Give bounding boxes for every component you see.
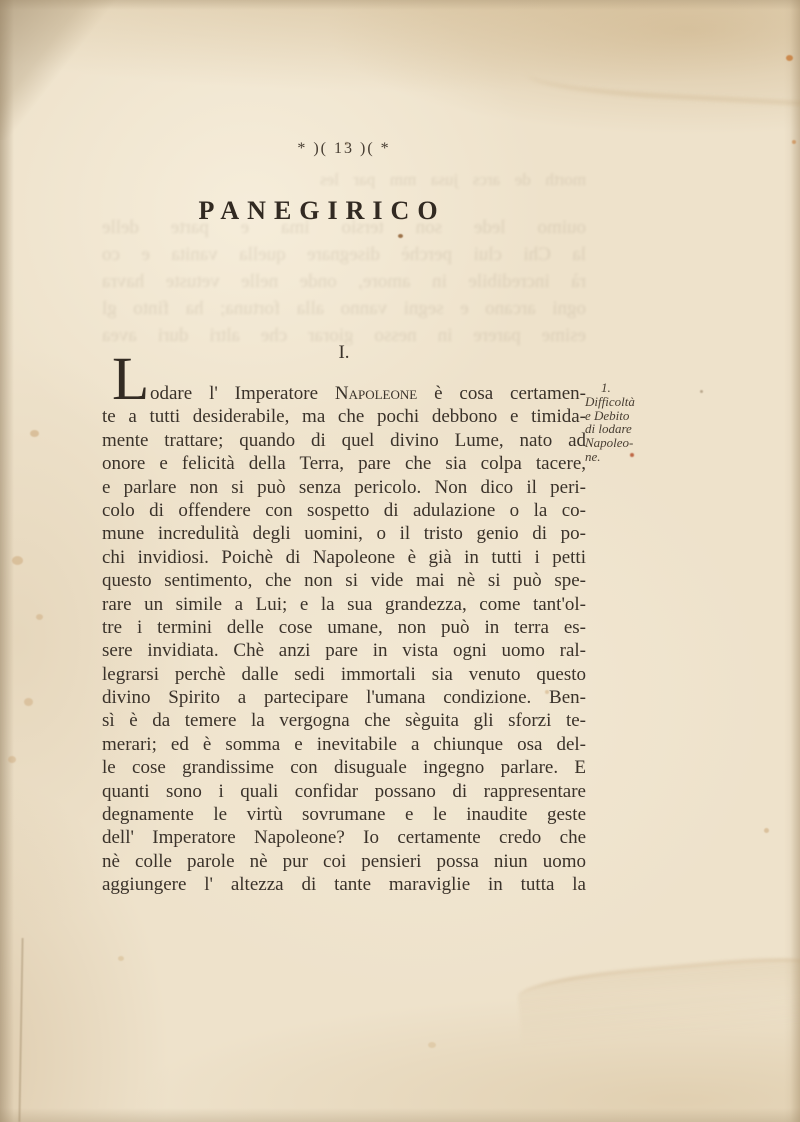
page-crease xyxy=(18,938,23,1122)
foxing-spot xyxy=(786,55,793,61)
margin-note-number: 1. xyxy=(601,380,611,395)
ghost-line: morth de arcs jusa mm par les xyxy=(320,170,586,189)
text-line: degnamente le virtù sovrumane e le inaudite geste xyxy=(102,804,586,826)
foxing-spot xyxy=(30,430,39,437)
foxing-spot xyxy=(764,828,769,833)
foxing-spot xyxy=(428,1042,436,1048)
water-stain-bottom-right xyxy=(516,953,800,1077)
margin-note-line: ne. xyxy=(585,448,601,464)
verso-showthrough xyxy=(320,168,586,192)
line1-pre: odare l' Imperatore xyxy=(150,383,335,404)
page-bottom-edge xyxy=(0,1108,800,1122)
text-line: e parlare non si può senza pericolo. Non dico il peri- xyxy=(102,476,586,498)
text-line: aggiungere l' altezza di tante maraviglie in tutta la xyxy=(102,874,586,896)
napoleone-smallcaps: Napoleone xyxy=(334,383,418,404)
page-number-ornament: * )( 13 )( * xyxy=(297,140,391,157)
page-title: PANEGIRICO xyxy=(198,196,446,225)
text-line: chi invidiosi. Poichè di Napoleone è già in tutti i petti xyxy=(102,546,586,568)
ghost-line: la Chi clui perchè disegnare quella vanita e co xyxy=(102,244,586,265)
page-corner-shadow xyxy=(0,0,170,140)
body-paragraph xyxy=(102,346,587,897)
margin-note xyxy=(585,381,681,464)
text-line: divino Spirito a partecipare l'umana condizione. Ben- xyxy=(102,687,586,709)
foxing-spot xyxy=(24,698,33,706)
page-right-edge xyxy=(784,0,800,1122)
foxing-spot xyxy=(8,756,16,763)
text-line: le cose grandissime con disuguale ingegno parlare. E xyxy=(102,757,586,779)
foxing-spot xyxy=(700,390,703,393)
text-line: te a tutti desiderabile, ma che pochi debbono e timida- xyxy=(102,406,586,428)
paragraph-lines xyxy=(102,405,586,896)
initial-capital: L xyxy=(112,346,150,413)
text-line: colo di offendere con sospetto di adulazione o la co- xyxy=(102,499,586,521)
text-line: rare un simile a Lui; e la sua grandezza, come tant'ol- xyxy=(102,593,586,615)
ghost-line: ogni arcano e segni vanno alla fortuna; ha finto gl xyxy=(102,298,586,319)
text-line: dell' Imperatore Napoleone? Io certamente credo che xyxy=(102,827,586,849)
text-line: onore e felicità della Terra, pare che sia colpa tacere, xyxy=(102,453,586,475)
text-line: sere invidiata. Chè anzi pare in vista ogni uomo ral- xyxy=(102,640,586,662)
section-number: I. xyxy=(338,342,350,363)
ghost-line: esime parere in nesso giorar che altri duri avea xyxy=(102,325,586,346)
margin-note-lines xyxy=(585,395,681,464)
text-line: tre i termini delle cose umane, non può in terra es- xyxy=(102,616,586,638)
text-line: quanti sono i quali confidar possano di rappresentare xyxy=(102,780,586,802)
foxing-spot xyxy=(12,556,23,565)
ghost-line: ouimo lede son tersio ima e parte delle xyxy=(102,217,586,238)
margin-note-line: e Debito xyxy=(585,407,630,423)
text-line: merari; ed è somma e inevitabile a chiunque osa del- xyxy=(102,733,586,755)
ghost-line: rà incredibile in amore, onde nelle vetuste havra xyxy=(102,271,586,292)
text-line: legrarsi perchè dalle sedi immortali sia venuto questo xyxy=(102,663,586,685)
text-line: mente trattare; quando di quel divino Lume, nato ad xyxy=(102,429,586,451)
line1-post: è cosa certamen- xyxy=(417,383,587,404)
foxing-spot xyxy=(118,956,124,961)
foxing-spot xyxy=(792,140,796,144)
text-line: mune incredulità degli uomini, o il tristo genio di po- xyxy=(102,523,586,545)
margin-note-line: Difficoltà xyxy=(585,393,635,409)
foxing-spot xyxy=(36,614,43,620)
text-line xyxy=(102,382,586,405)
water-stain-top-right xyxy=(527,32,800,105)
text-line: nè colle parole nè pur coi pensieri possa niun uomo xyxy=(102,850,586,872)
verso-showthrough xyxy=(102,214,586,349)
text-line: sì è da temere la vergogna che sèguita gli sforzi te- xyxy=(102,710,586,732)
text-line: questo sentimento, che non si vide mai nè si può spe- xyxy=(102,570,586,592)
margin-note-line: di lodare xyxy=(585,421,632,437)
margin-note-line: Napoleo- xyxy=(585,435,634,451)
